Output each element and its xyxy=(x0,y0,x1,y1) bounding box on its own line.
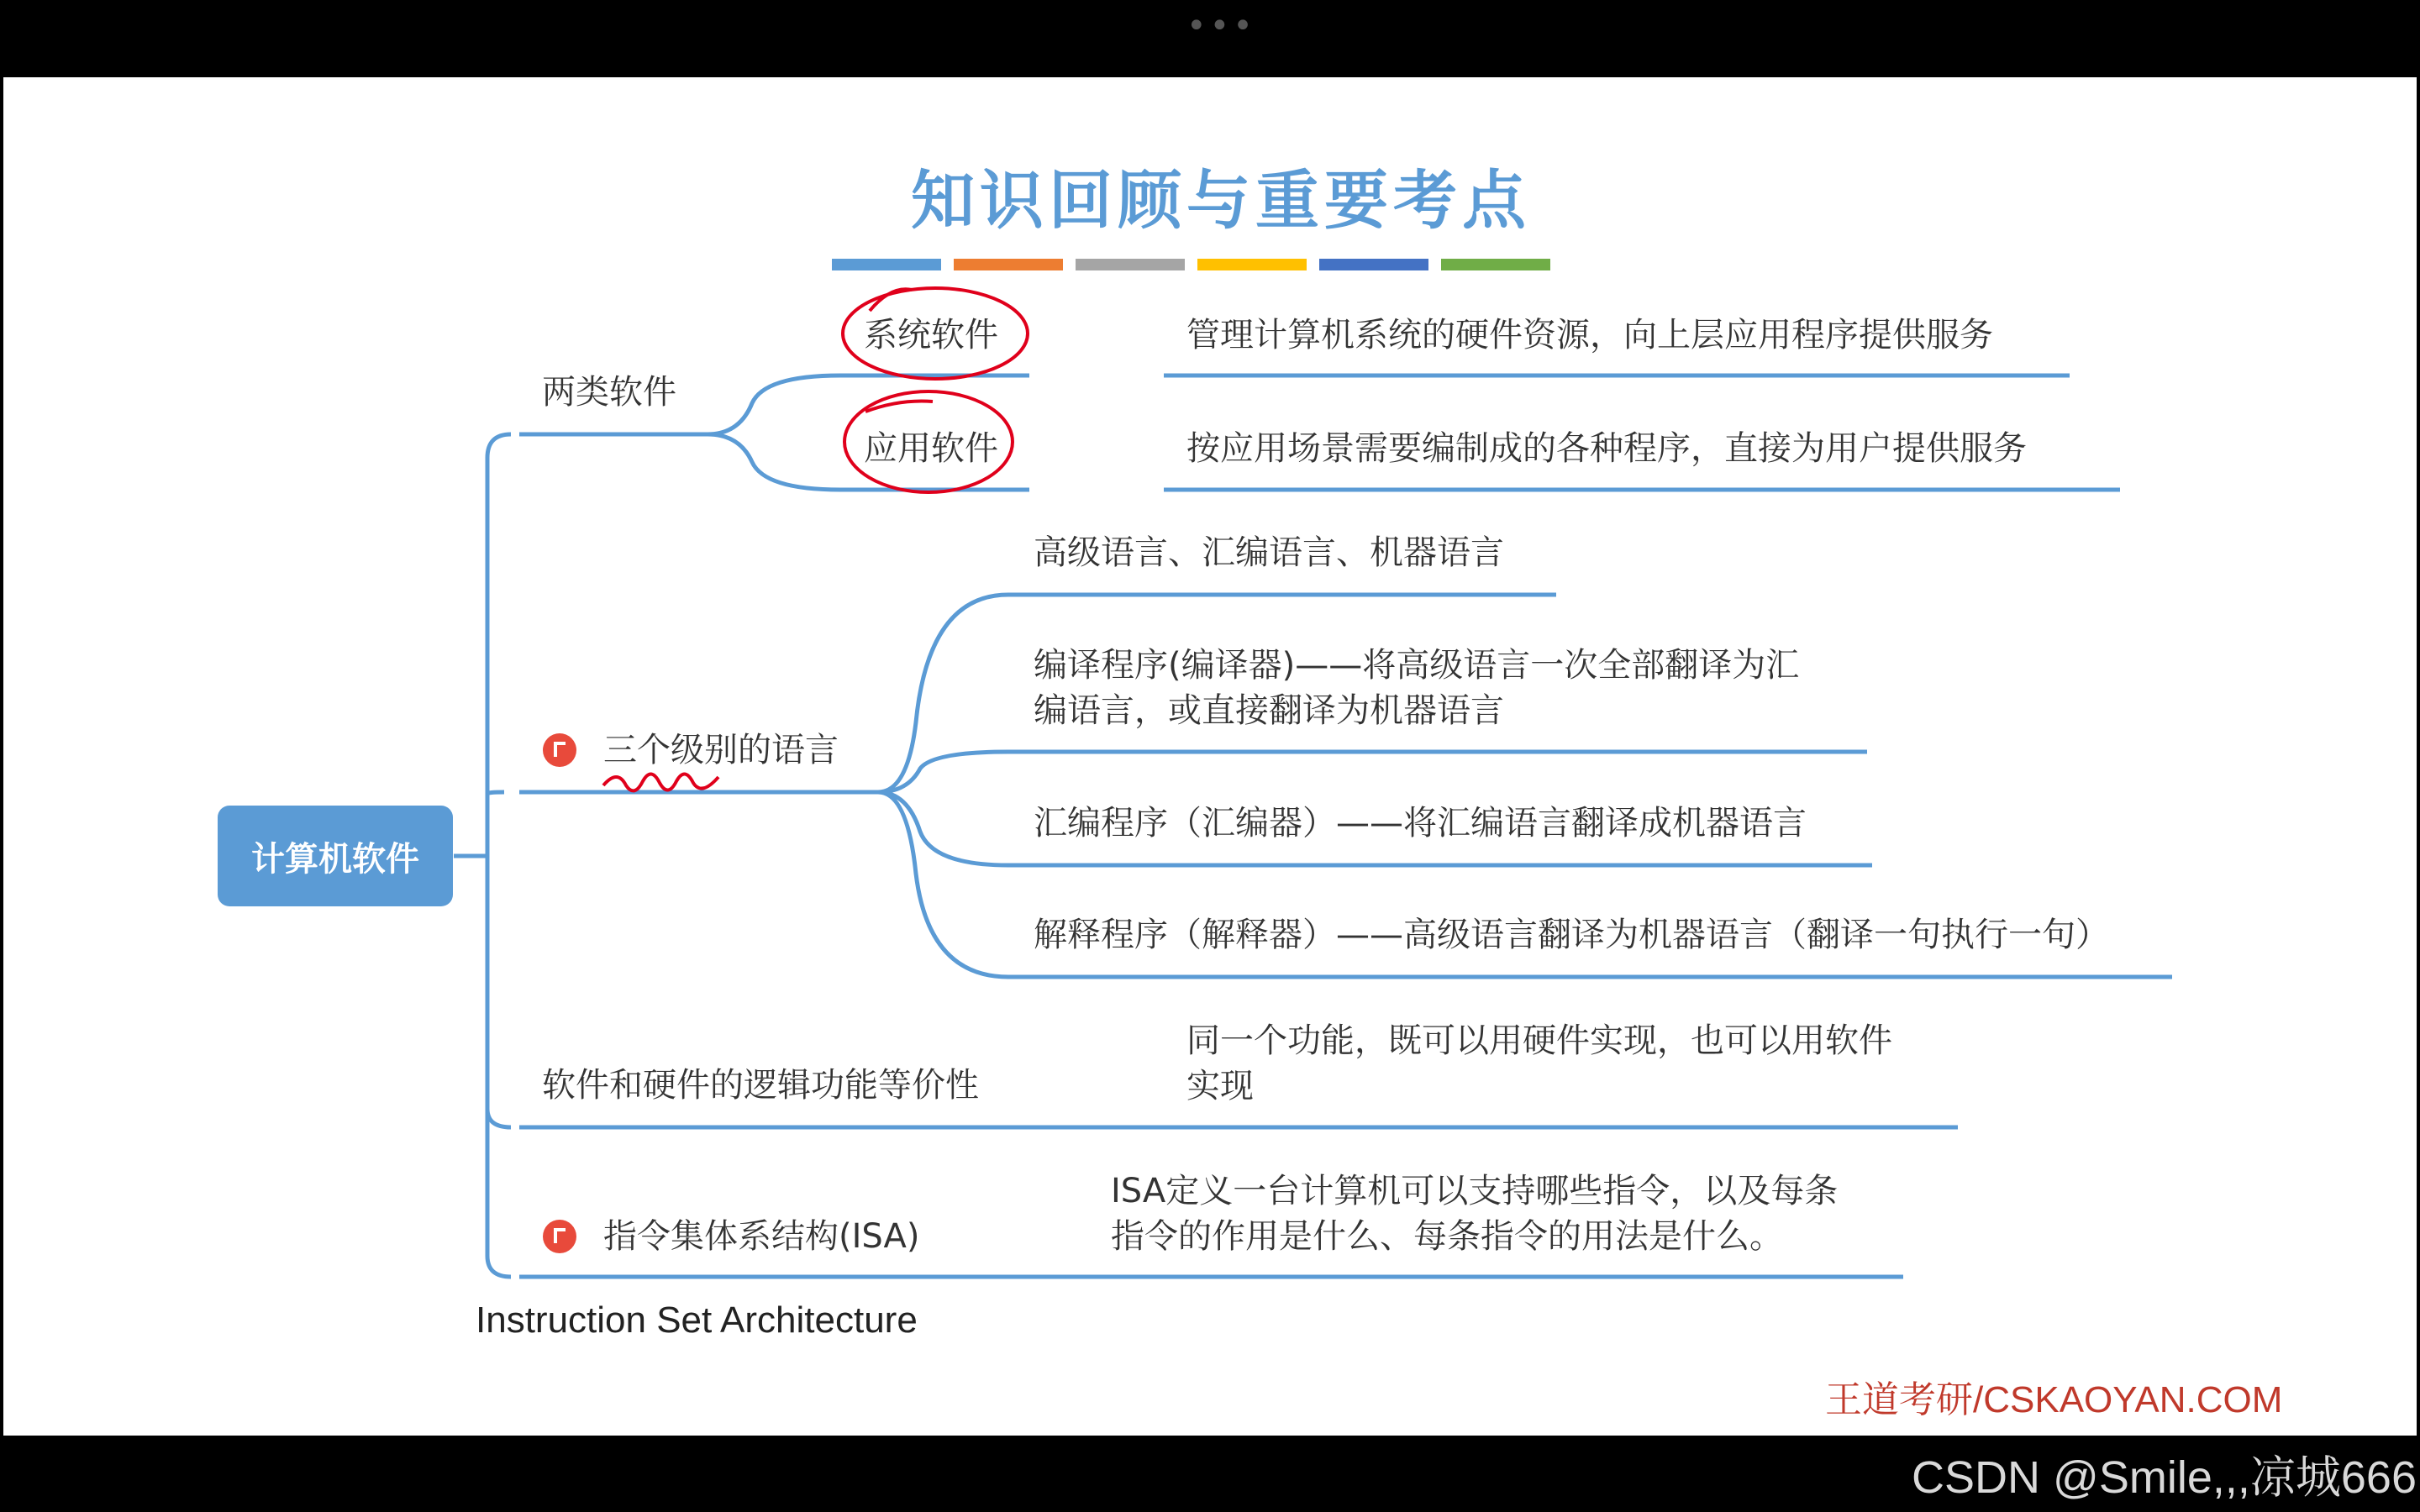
equivalence-desc: 实现 xyxy=(1186,1067,1254,1105)
isa-desc: ISA定义一台计算机可以支持哪些指令，以及每条 xyxy=(1111,1172,1839,1210)
equivalence-desc: 同一个功能，既可以用硬件实现，也可以用软件 xyxy=(1186,1021,1892,1060)
flag-icon xyxy=(543,733,576,767)
slide-title: 知识回顾与重要考点 xyxy=(911,163,1531,238)
isa-desc: 指令的作用是什么、每条指令的用法是什么。 xyxy=(1111,1217,1783,1256)
branch-isa: 指令集体系结构(ISA) xyxy=(603,1217,920,1256)
csdn-watermark: CSDN @Smile,,,凉城666 xyxy=(1912,1452,2417,1503)
desc-application-software: 按应用场景需要编制成的各种程序，直接为用户提供服务 xyxy=(1186,429,2027,468)
branch-two-types: 两类软件 xyxy=(542,373,676,412)
language-item: 高级语言、汇编语言、机器语言 xyxy=(1034,533,1504,572)
brand-label: 王道考研/CSKAOYAN.COM xyxy=(1825,1379,2283,1420)
desc-system-software: 管理计算机系统的硬件资源，向上层应用程序提供服务 xyxy=(1186,316,1993,354)
language-item: 汇编程序（汇编器）——将汇编语言翻译成机器语言 xyxy=(1034,804,1807,843)
language-item: 编语言，或直接翻译为机器语言 xyxy=(1034,691,1504,730)
flag-icon xyxy=(543,1220,576,1253)
language-item: 编译程序(编译器)——将高级语言一次全部翻译为汇 xyxy=(1034,646,1800,685)
node-application-software: 应用软件 xyxy=(864,429,998,468)
root-node[interactable]: 计算机软件 xyxy=(218,806,453,906)
more-dots-icon[interactable]: ••• xyxy=(1186,7,1256,45)
branch-equivalence: 软件和硬件的逻辑功能等价性 xyxy=(542,1066,979,1105)
isa-english-label: Instruction Set Architecture xyxy=(476,1299,918,1341)
node-system-software: 系统软件 xyxy=(864,316,998,354)
language-item: 解释程序（解释器）——高级语言翻译为机器语言（翻译一句执行一句） xyxy=(1034,916,2109,954)
branch-languages: 三个级别的语言 xyxy=(603,731,839,769)
